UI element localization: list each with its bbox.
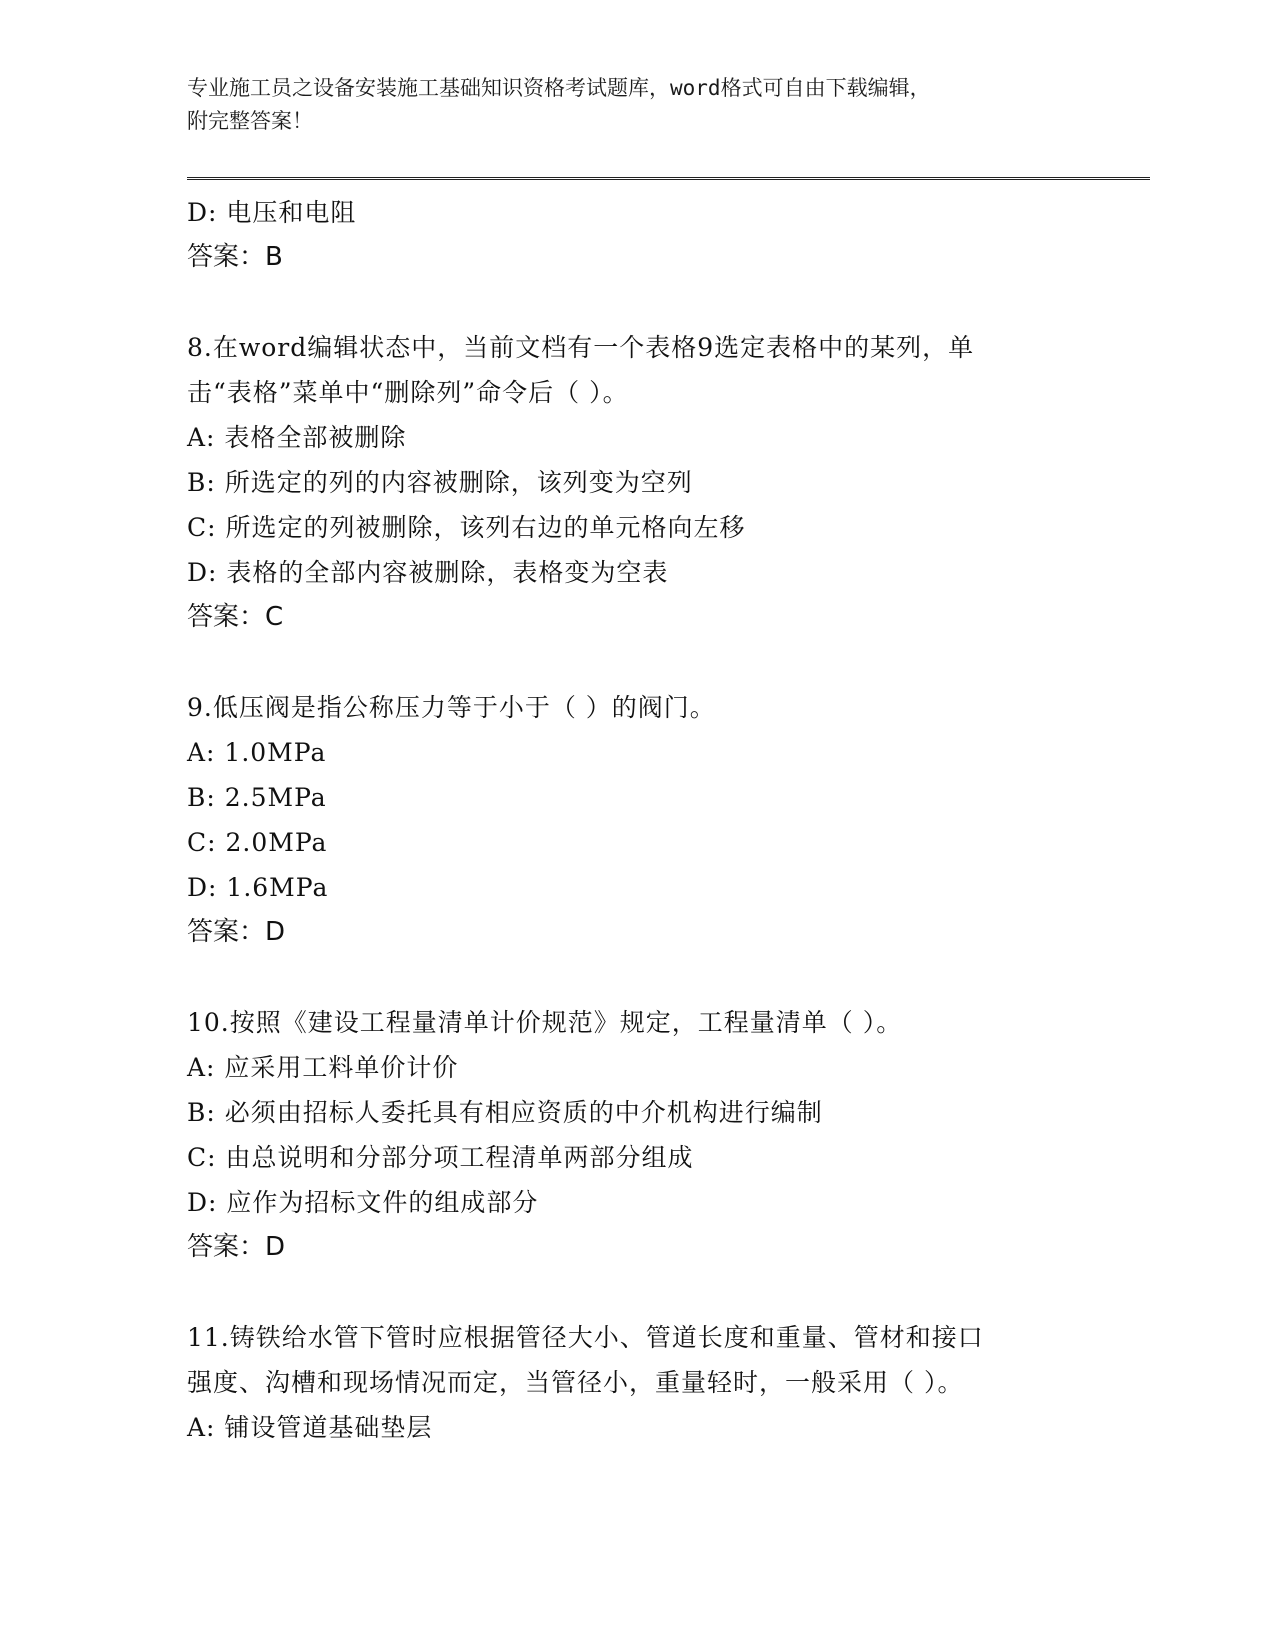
q8-option-b: B: 所选定的列的内容被删除，该列变为空列 — [187, 468, 693, 497]
q9-option-d: D: 1.6MPa — [187, 873, 329, 902]
header-divider — [187, 177, 1150, 180]
q11-stem-line-2: 强度、沟槽和现场情况而定，当管径小，重量轻时，一般采用（ ）。 — [187, 1368, 964, 1397]
q11-option-a: A: 铺设管道基础垫层 — [187, 1413, 433, 1442]
spacer — [187, 1270, 1087, 1315]
q10-answer: 答案：D — [187, 1232, 286, 1262]
q8-answer: 答案：C — [187, 602, 284, 632]
q9-stem-line-1: 9.低压阀是指公称压力等于小于（ ）的阀门。 — [187, 693, 716, 722]
q7-answer: 答案：B — [187, 242, 283, 272]
q9-option-c: C: 2.0MPa — [187, 828, 328, 857]
header-line-2: 附完整答案！ — [187, 109, 313, 133]
spacer — [187, 955, 1087, 1000]
question-10 — [187, 1000, 1087, 1270]
header-line-1: 专业施工员之设备安装施工基础知识资格考试题库，word格式可自由下载编辑， — [187, 76, 931, 100]
q11-stem-line-1: 11.铸铁给水管下管时应根据管径大小、管道长度和重量、管材和接口 — [187, 1323, 984, 1352]
q9-option-a: A: 1.0MPa — [187, 738, 327, 767]
q9-answer: 答案：D — [187, 917, 286, 947]
q10-option-c: C: 由总说明和分部分项工程清单两部分组成 — [187, 1143, 694, 1172]
spacer — [187, 640, 1087, 685]
question-9 — [187, 685, 1087, 955]
question-11 — [187, 1315, 1087, 1450]
question-content — [187, 190, 1087, 1450]
q8-stem-line-2: 击“表格”菜单中“删除列”命令后（ ）。 — [187, 378, 629, 407]
page-header — [187, 72, 1067, 138]
spacer — [187, 280, 1087, 325]
q10-option-b: B: 必须由招标人委托具有相应资质的中介机构进行编制 — [187, 1098, 823, 1127]
q8-option-d: D: 表格的全部内容被删除，表格变为空表 — [187, 558, 669, 587]
question-8 — [187, 325, 1087, 640]
q8-option-c: C: 所选定的列被删除，该列右边的单元格向左移 — [187, 513, 746, 542]
q10-option-d: D: 应作为招标文件的组成部分 — [187, 1188, 539, 1217]
q10-option-a: A: 应采用工料单价计价 — [187, 1053, 459, 1082]
q10-stem-line-1: 10.按照《建设工程量清单计价规范》规定，工程量清单（ ）。 — [187, 1008, 903, 1037]
q8-stem-line-1: 8.在word编辑状态中，当前文档有一个表格9选定表格中的某列，单 — [187, 333, 975, 362]
q8-option-a: A: 表格全部被删除 — [187, 423, 407, 452]
q7-option-d: D: 电压和电阻 — [187, 198, 357, 227]
q9-option-b: B: 2.5MPa — [187, 783, 327, 812]
